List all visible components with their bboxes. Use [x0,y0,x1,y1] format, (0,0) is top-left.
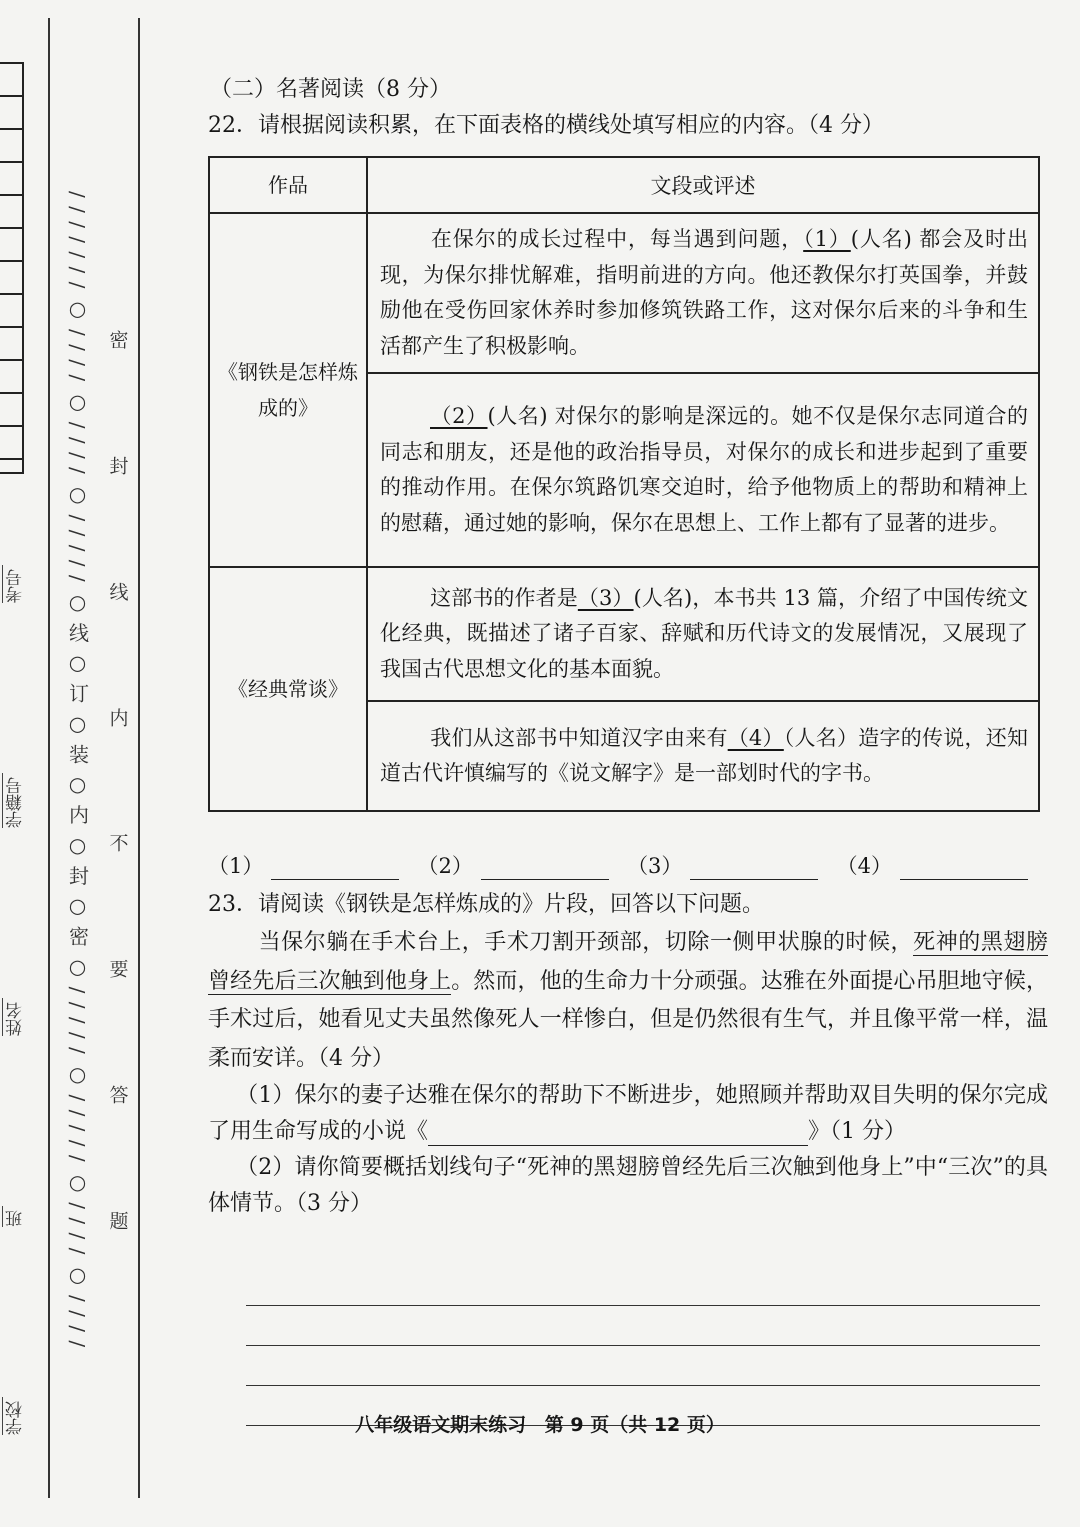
answer-label: （3） [627,854,683,878]
fill-blank-2: （2） [430,404,488,428]
notice-char: 密 [106,330,129,349]
section-title: （二）名著阅读（8 分） [210,77,451,102]
cell-text: 我们从这部书中知道汉字由来有 [430,725,728,750]
table-cell [367,213,1039,373]
student-info-fields [2,480,28,1520]
binding-margin [0,0,160,1527]
answer-slot-2 [418,848,609,884]
answer-slot-3 [627,848,818,884]
cell-text: 这部书的作者是 [430,585,578,610]
notice-char: 线 [106,581,129,601]
notice-char: 不 [106,833,129,853]
notice-char: 封 [106,455,129,475]
table-row [209,567,1039,701]
book-title-cell: 《经典常谈》 [209,567,367,811]
book-title-cell: 《钢铁是怎样炼成的》 [209,213,367,567]
exam-number-field[interactable]: 考号 [2,565,28,603]
question-23-title: 23．请阅读《钢铁是怎样炼成的》片段，回答以下问题。 [208,892,764,917]
header-work: 作品 [209,157,367,213]
seal-line-text: / / / / / / / ○ / / / / ○ / / / / ○ / / / / / ○ 线 ○ 订 ○ 装 ○ 内 ○ 封 ○ 密 ○ / / / / / ○ / / / / / ○ / / / / ○ / / / / [65,191,90,1349]
cell-text: (人名) 对保尔的影响是深远的。她不仅是保尔志同道合的同志和朋友，还是他的政治指导员，对保尔的成长和进步起到了重要的推动作用。在保尔筑路饥寒交迫时，给予他物质上的帮助和精神上的慰藉，通过她的影响，保尔在思想上、工作上都有了显著的进步。 [380,404,1028,535]
page-footer [0,1410,1080,1437]
page-number: 第 9 页（共 12 页） [544,1414,725,1436]
class-field[interactable]: 班 [2,1206,28,1227]
answer-blanks [208,848,1028,884]
table-header-row [209,157,1039,213]
cell-text: 在保尔的成长过程中，每当遇到问题， [430,227,804,251]
writing-line[interactable] [246,1266,1040,1306]
cell-text: (人名)，本书共 13 篇，介绍了中国传统文化经典，既描述了诸子百家、辞赋和历代诗文的发展情况，又展现了我国古代思想文化的基本面貌。 [380,585,1028,681]
passage-text: 。然而，他的生命力十分顽强。达雅在外面提心吊胆地守候，手术过后，她看见丈夫虽然像死人一样惨白，但是仍然很有生气，并且像平常一样，温柔而安详。（4 分） [208,968,1048,1071]
reading-table [208,156,1040,812]
cell-text: (人名) 都会及时出现，为保尔排忧解难，指明前进的方向。他还教保尔打英国拳，并鼓励他在受伤回家休养时参加修筑铁路工作，这对保尔后来的斗争和生活都产生了积极影响。 [380,227,1029,358]
question-22-title: 22．请根据阅读积累，在下面表格的横线处填写相应的内容。（4 分） [208,113,884,138]
notice-char: 题 [106,1210,129,1230]
answer-line[interactable] [271,855,399,880]
exam-number-grid[interactable] [0,62,24,474]
header-text: 文段或评述 [367,157,1039,213]
passage-text: 当保尔躺在手术台上，手术刀割开颈部，切除一侧甲状腺的时候， [258,930,914,955]
table-cell [367,567,1039,701]
sub-question-score: 》（1 分） [808,1119,907,1144]
sub-question-text: （1）保尔的妻子达雅在保尔的帮助下不断进步，她照顾并帮助双目失明的保尔完成了用生命写成的小说《 [208,1083,1048,1144]
school-field[interactable]: 学校 [2,1397,28,1435]
notice-char: 答 [106,1085,129,1105]
fill-blank-1: （1） [803,227,851,251]
answer-label: （2） [417,854,473,878]
writing-line[interactable] [246,1346,1040,1386]
no-answer-notice [102,330,134,1230]
table-cell [367,701,1039,811]
answer-label: （4） [836,854,892,878]
sub-question-text: （2）请你简要概括划线句子“死神的黑翅膀曾经先后三次触到他身上”中“三次”的具体情节。（3 分） [208,1155,1048,1216]
table-cell [367,373,1039,567]
writing-line[interactable] [246,1306,1040,1346]
answer-line[interactable] [481,855,609,880]
cell-text: （人名）造字的传说，还知道古代许慎编写的《说文解字》是一部划时代的字书。 [380,725,1028,785]
answer-label: （1） [208,854,264,878]
underlined-sentence: 死神的黑翅膀曾经先后三次触到他身上 [208,930,1048,994]
student-id-field[interactable]: 学籍号 [2,773,28,828]
sub-question-2 [208,1150,1048,1222]
answer-slot-4 [837,848,1028,884]
margin-divider-line [138,18,140,1498]
exam-content [208,72,1050,1426]
novel-title-blank[interactable] [428,1119,808,1146]
answer-writing-area[interactable] [246,1266,1040,1426]
answer-line[interactable] [690,855,818,880]
margin-divider-line [48,18,50,1498]
reading-passage [208,924,1048,1078]
name-field[interactable]: 姓名 [2,998,28,1036]
answer-line[interactable] [900,855,1028,880]
notice-char: 内 [106,707,129,727]
notice-char: 要 [106,959,129,979]
answer-slot-1 [208,848,399,884]
table-row [209,213,1039,373]
course-name: 八年级语文期末练习 [355,1414,527,1436]
fill-blank-3: （3） [577,585,634,610]
sub-question-1 [208,1078,1048,1150]
fill-blank-4: （4） [727,725,784,750]
